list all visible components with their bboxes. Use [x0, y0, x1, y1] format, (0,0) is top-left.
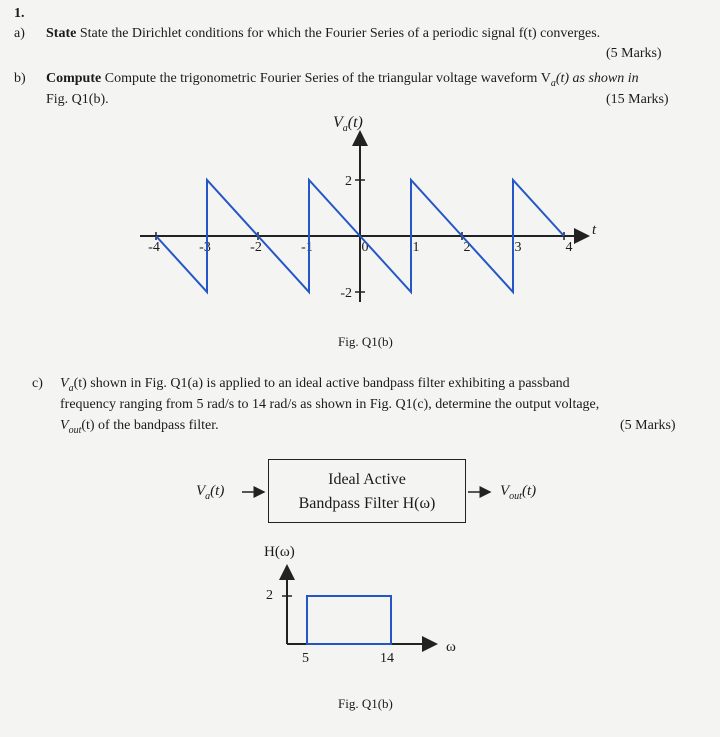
part-c-line-3: $V_{out}(t)$ of the bandpass filter.: [60, 418, 219, 436]
waveform-y-label: $V_a(t)$: [333, 114, 363, 135]
part-b-label: b): [14, 71, 26, 86]
x-tick-label: -1: [301, 240, 313, 255]
question-number: 1.: [14, 6, 25, 21]
h-level-label: 2: [266, 588, 273, 603]
filter-box-line-1: Ideal Active: [328, 471, 406, 488]
waveform-x-label: t: [592, 222, 597, 238]
part-c-line-1: $V_a(t)$ shown in Fig. Q1(a) is applied to an ideal active bandpass filter exhibiting a passband: [60, 376, 570, 394]
part-b-question-cont: (t) as shown in: [555, 71, 639, 86]
x-tick-label: -3: [199, 240, 211, 255]
w-tick-14: 14: [380, 651, 394, 666]
part-b-text: Compute Compute the trigonometric Fourier Series of the triangular voltage waveform $V_a(t)$ as shown in: [46, 71, 639, 89]
x-tick-label: -2: [250, 240, 262, 255]
bandpass-filter-box: [268, 459, 466, 523]
passband-rect: [307, 596, 391, 644]
figure-b-caption: Fig. Q1(b): [338, 334, 393, 349]
part-a-marks: (5 Marks): [606, 46, 662, 61]
y-tick-label: -2: [340, 286, 352, 301]
w-axis-label: ω: [446, 639, 456, 655]
part-c-marks: (5 Marks): [620, 418, 676, 433]
y-tick-label: 2: [345, 174, 352, 189]
filter-output-label: $V_{out}(t)$: [500, 483, 537, 502]
x-tick-label: 4: [565, 240, 573, 255]
part-b-marks: (15 Marks): [606, 92, 669, 107]
part-a-label: a): [14, 26, 25, 41]
x-tick-label: 2: [463, 240, 471, 255]
x-tick-label: -4: [148, 240, 160, 255]
part-b-question: Compute the trigonometric Fourier Series of the triangular voltage waveform V: [104, 71, 551, 86]
filter-input-label: $V_a(t)$: [196, 483, 225, 502]
part-c-line-2: frequency ranging from 5 rad/s to 14 rad/s as shown in Fig. Q1(c), determine the output voltage,: [60, 397, 600, 412]
part-b-figref: Fig. Q1(b).: [46, 92, 109, 107]
triangular-waveform-plot: [0, 110, 720, 470]
h-axis-label: H(ω): [264, 544, 295, 560]
x-tick-label: 0: [361, 240, 369, 255]
part-a-text: State State the Dirichlet conditions for which the Fourier Series of a periodic signal f(t) converges.: [46, 26, 601, 41]
filter-box-line-2: Bandpass Filter H(ω): [298, 495, 436, 512]
part-c-label: c): [32, 376, 43, 391]
part-a-question: State the Dirichlet conditions for which the Fourier Series of a periodic signal f(t) converges.: [79, 26, 601, 41]
figure-c-caption: Fig. Q1(b): [338, 696, 393, 711]
x-tick-label: 1: [412, 240, 420, 255]
x-tick-label: 3: [514, 240, 522, 255]
w-tick-5: 5: [302, 651, 309, 666]
